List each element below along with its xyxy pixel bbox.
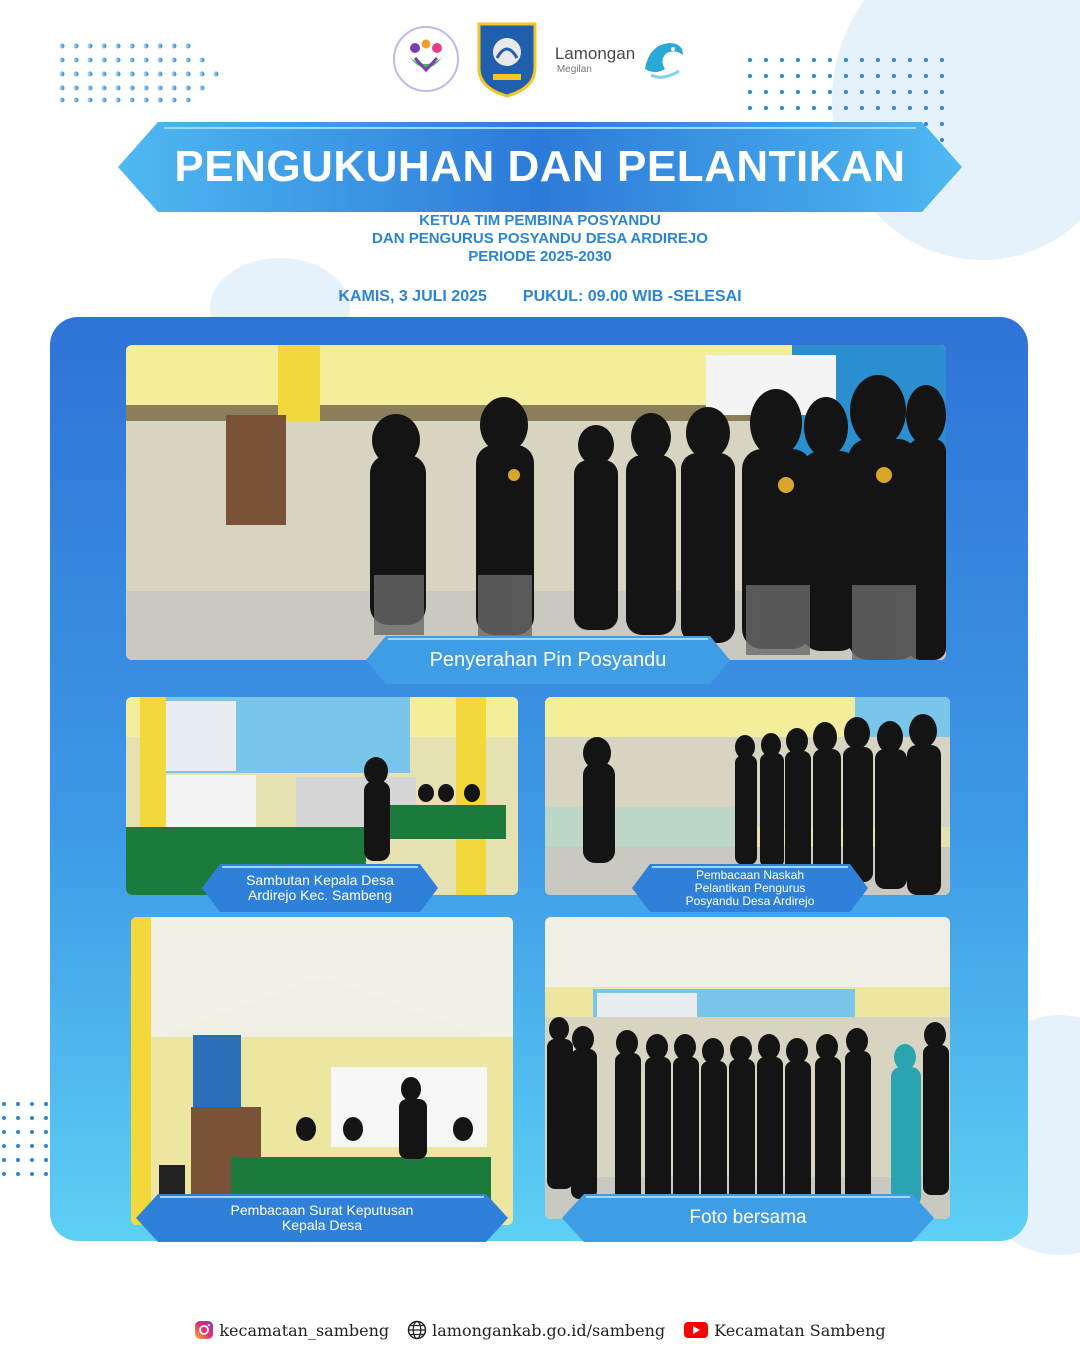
subtitle-line-3: PERIODE 2025-2030	[468, 248, 612, 265]
youtube-link[interactable]	[683, 1320, 886, 1340]
subtitle-block	[0, 212, 1080, 266]
caption-oath-reading	[632, 864, 868, 912]
caption-group-photo	[562, 1194, 934, 1242]
caption-group-photo-text: Foto bersama	[689, 1207, 807, 1228]
page-title: PENGUKUHAN DAN PELANTIKAN	[174, 142, 906, 191]
schedule-row	[0, 288, 1080, 306]
logo-row	[0, 18, 1080, 100]
website-link[interactable]	[407, 1320, 665, 1340]
event-date: KAMIS, 3 JULI 2025	[338, 288, 487, 305]
posyandu-logo	[393, 26, 459, 92]
caption-pin-ceremony	[366, 636, 730, 684]
caption-oath-reading-text: Pembacaan Naskah Pelantikan Pengurus Posyandu Desa Ardirejo	[685, 867, 815, 908]
lamongan-megilan-logo	[555, 35, 687, 83]
photo-pin-ceremony	[126, 345, 946, 660]
youtube-icon	[683, 1320, 709, 1340]
website-url: lamongankab.go.id/sambeng	[432, 1320, 666, 1340]
footer-social	[0, 1320, 1080, 1340]
photo-decree-reading	[131, 917, 513, 1225]
subtitle-line-1: KETUA TIM PEMBINA POSYANDU	[419, 212, 661, 229]
caption-pin-ceremony-text: Penyerahan Pin Posyandu	[429, 648, 667, 671]
caption-village-head-speech-text: Sambutan Kepala Desa Ardirejo Kec. Sambeng	[246, 872, 394, 903]
lamongan-regency-emblem	[475, 20, 539, 98]
title-banner	[118, 122, 962, 212]
subtitle-line-2: DAN PENGURUS POSYANDU DESA ARDIREJO	[372, 230, 708, 247]
megilan-logo-text: Megilan	[556, 63, 592, 75]
caption-decree-reading-text: Pembacaan Surat Keputusan Kepala Desa	[230, 1202, 414, 1233]
youtube-channel: Kecamatan Sambeng	[714, 1320, 886, 1340]
globe-icon	[407, 1320, 427, 1340]
instagram-icon	[194, 1320, 214, 1340]
lamongan-logo-text: Lamongan	[554, 43, 636, 63]
wave-fish-icon	[639, 35, 687, 83]
event-time: PUKUL: 09.00 WIB -SELESAI	[522, 288, 742, 305]
photo-group	[545, 917, 950, 1219]
caption-village-head-speech	[202, 864, 438, 912]
instagram-link[interactable]	[194, 1320, 389, 1340]
caption-decree-reading	[136, 1194, 508, 1242]
instagram-handle: kecamatan_sambeng	[219, 1320, 390, 1340]
